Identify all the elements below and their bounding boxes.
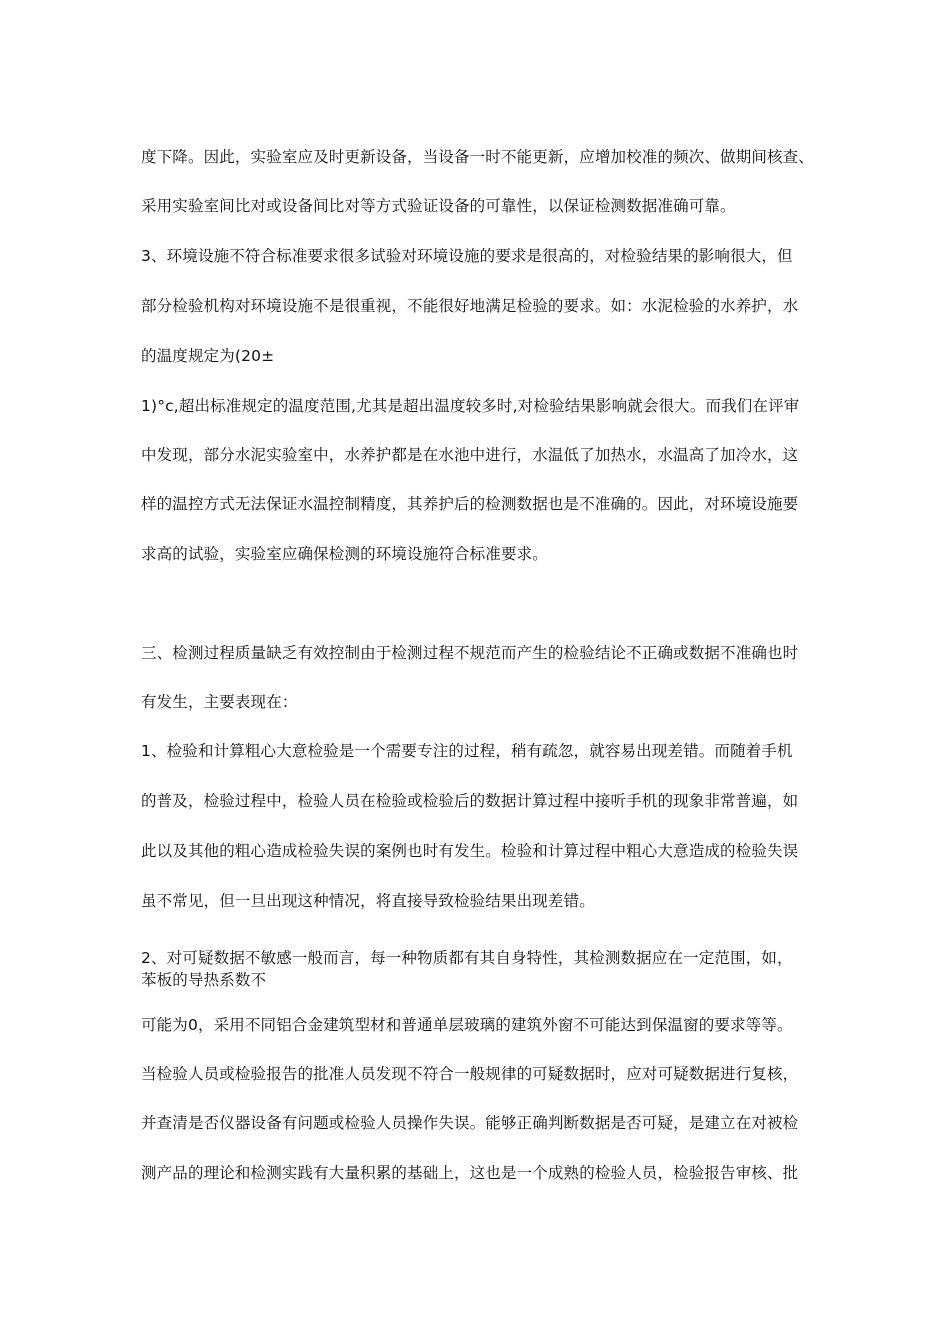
text-line: 求高的试验，实验室应确保检测的环境设施符合标准要求。 <box>141 545 548 563</box>
text-line: 1、检验和计算粗心大意检验是一个需要专注的过程，稍有疏忽，就容易出现差错。而随着手机 <box>141 742 793 760</box>
section-heading-line: 三、检测过程质量缺乏有效控制由于检测过程不规范而产生的检验结论不正确或数据不准确也时 <box>141 644 799 662</box>
text-line: 并查清是否仪器设备有问题或检验人员操作失误。能够正确判断数据是否可疑，是建立在对被检 <box>141 1114 799 1132</box>
text-line: 有发生，主要表现在： <box>141 693 298 711</box>
text-line: 3、环境设施不符合标准要求很多试验对环境设施的要求是很高的，对检验结果的影响很大，但 <box>141 247 793 265</box>
text-line: 此以及其他的粗心造成检验失误的案例也时有发生。检验和计算过程中粗心大意造成的检验失误 <box>141 842 799 860</box>
text-line: 可能为0，采用不同铝合金建筑型材和普通单层玻璃的建筑外窗不可能达到保温窗的要求等等。 <box>141 1016 793 1034</box>
text-line: 2、对可疑数据不敏感一般而言，每一种物质都有其自身特性，其检测数据应在一定范围，如， <box>141 949 793 967</box>
text-line: 采用实验室间比对或设备间比对等方式验证设备的可靠性，以保证检测数据准确可靠。 <box>141 197 736 215</box>
text-line: 中发现，部分水泥实验室中，水养护都是在水池中进行，水温低了加热水，水温高了加冷水，这 <box>141 446 799 464</box>
text-line: 当检验人员或检验报告的批准人员发现不符合一般规律的可疑数据时，应对可疑数据进行复核， <box>141 1065 799 1083</box>
text-line: 苯板的导热系数不 <box>141 971 267 989</box>
text-line: 虽不常见，但一旦出现这种情况，将直接导致检验结果出现差错。 <box>141 892 595 910</box>
text-line: 测产品的理论和检测实践有大量积累的基础上，这也是一个成熟的检验人员，检验报告审核、批 <box>141 1164 799 1182</box>
text-line: 1)°c,超出标准规定的温度范围,尤其是超出温度较多时,对检验结果影响就会很大。而我们在评审 <box>141 397 800 415</box>
text-line: 的普及，检验过程中，检验人员在检验或检验后的数据计算过程中接听手机的现象非常普遍，如 <box>141 792 799 810</box>
text-line: 样的温控方式无法保证水温控制精度，其养护后的检测数据也是不准确的。因此，对环境设施要 <box>141 495 799 513</box>
text-line: 度下降。因此，实验室应及时更新设备，当设备一时不能更新，应增加校准的频次、做期间核查、 <box>141 148 814 166</box>
text-line: 部分检验机构对环境设施不是很重视，不能很好地满足检验的要求。如：水泥检验的水养护，水 <box>141 297 799 315</box>
text-line: 的温度规定为(20± <box>141 347 275 365</box>
